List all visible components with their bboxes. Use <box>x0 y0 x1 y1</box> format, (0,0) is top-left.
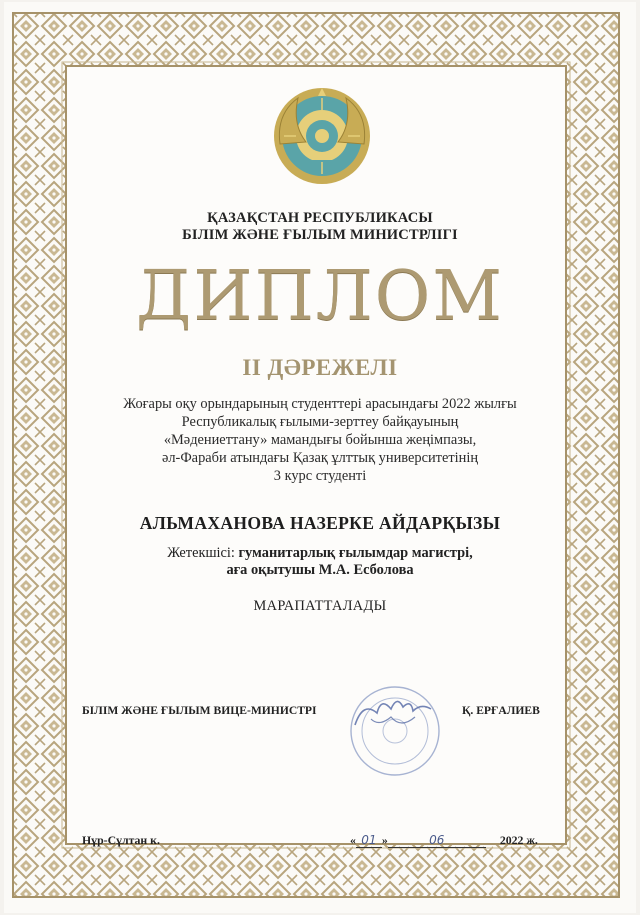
supervisor-name: аға оқытушы М.А. Есболова <box>226 562 414 578</box>
body-line-3: «Мәдениеттану» мамандығы бойынша жеңімпазы, <box>163 432 477 448</box>
official-stamp-icon <box>345 683 445 779</box>
issue-date <box>350 833 538 848</box>
date-close-quote: » <box>381 833 388 847</box>
recipient-name: АЛЬМАХАНОВА НАЗЕРКЕ АЙДАРҚЫЗЫ <box>139 513 501 533</box>
body-line-4: әл-Фараби атындағы Қазақ ұлттық университетінің <box>161 450 479 466</box>
diploma-title: ДИПЛОМ <box>135 257 504 336</box>
date-day: 01 <box>356 833 382 848</box>
date-year: 2022 ж. <box>499 833 538 847</box>
degree-label: ІІ ДӘРЕЖЕЛІ <box>242 355 398 380</box>
ministry-line-1: ҚАЗАҚСТАН РЕСПУБЛИКАСЫ <box>207 210 433 226</box>
state-emblem-icon <box>270 84 374 188</box>
date-open-quote: « <box>350 833 356 847</box>
supervisor-line-1 <box>0 545 640 562</box>
ministry-line-2: БІЛІМ ЖӘНЕ ҒЫЛЫМ МИНИСТРЛІГІ <box>182 227 458 243</box>
supervisor-prefix: Жетекшісі: <box>167 545 239 561</box>
supervisor-degree: гуманитарлық ғылымдар магистрі, <box>238 545 473 561</box>
issue-city: Нұр-Сұлтан к. <box>82 833 160 847</box>
awarded-label: МАРАПАТТАЛАДЫ <box>253 598 387 614</box>
date-month: 06 <box>388 833 486 848</box>
body-line-2: Республикалық ғылыми-зерттеу байқауының <box>181 414 459 430</box>
signatory-position: БІЛІМ ЖӘНЕ ҒЫЛЫМ ВИЦЕ-МИНИСТРІ <box>82 704 317 717</box>
signatory-name: Қ. ЕРҒАЛИЕВ <box>462 704 540 717</box>
body-line-5: 3 курс студенті <box>273 468 367 484</box>
body-line-1: Жоғары оқу орындарының студенттері арасындағы 2022 жылғы <box>123 396 517 412</box>
supervisor-line-2 <box>0 562 640 579</box>
